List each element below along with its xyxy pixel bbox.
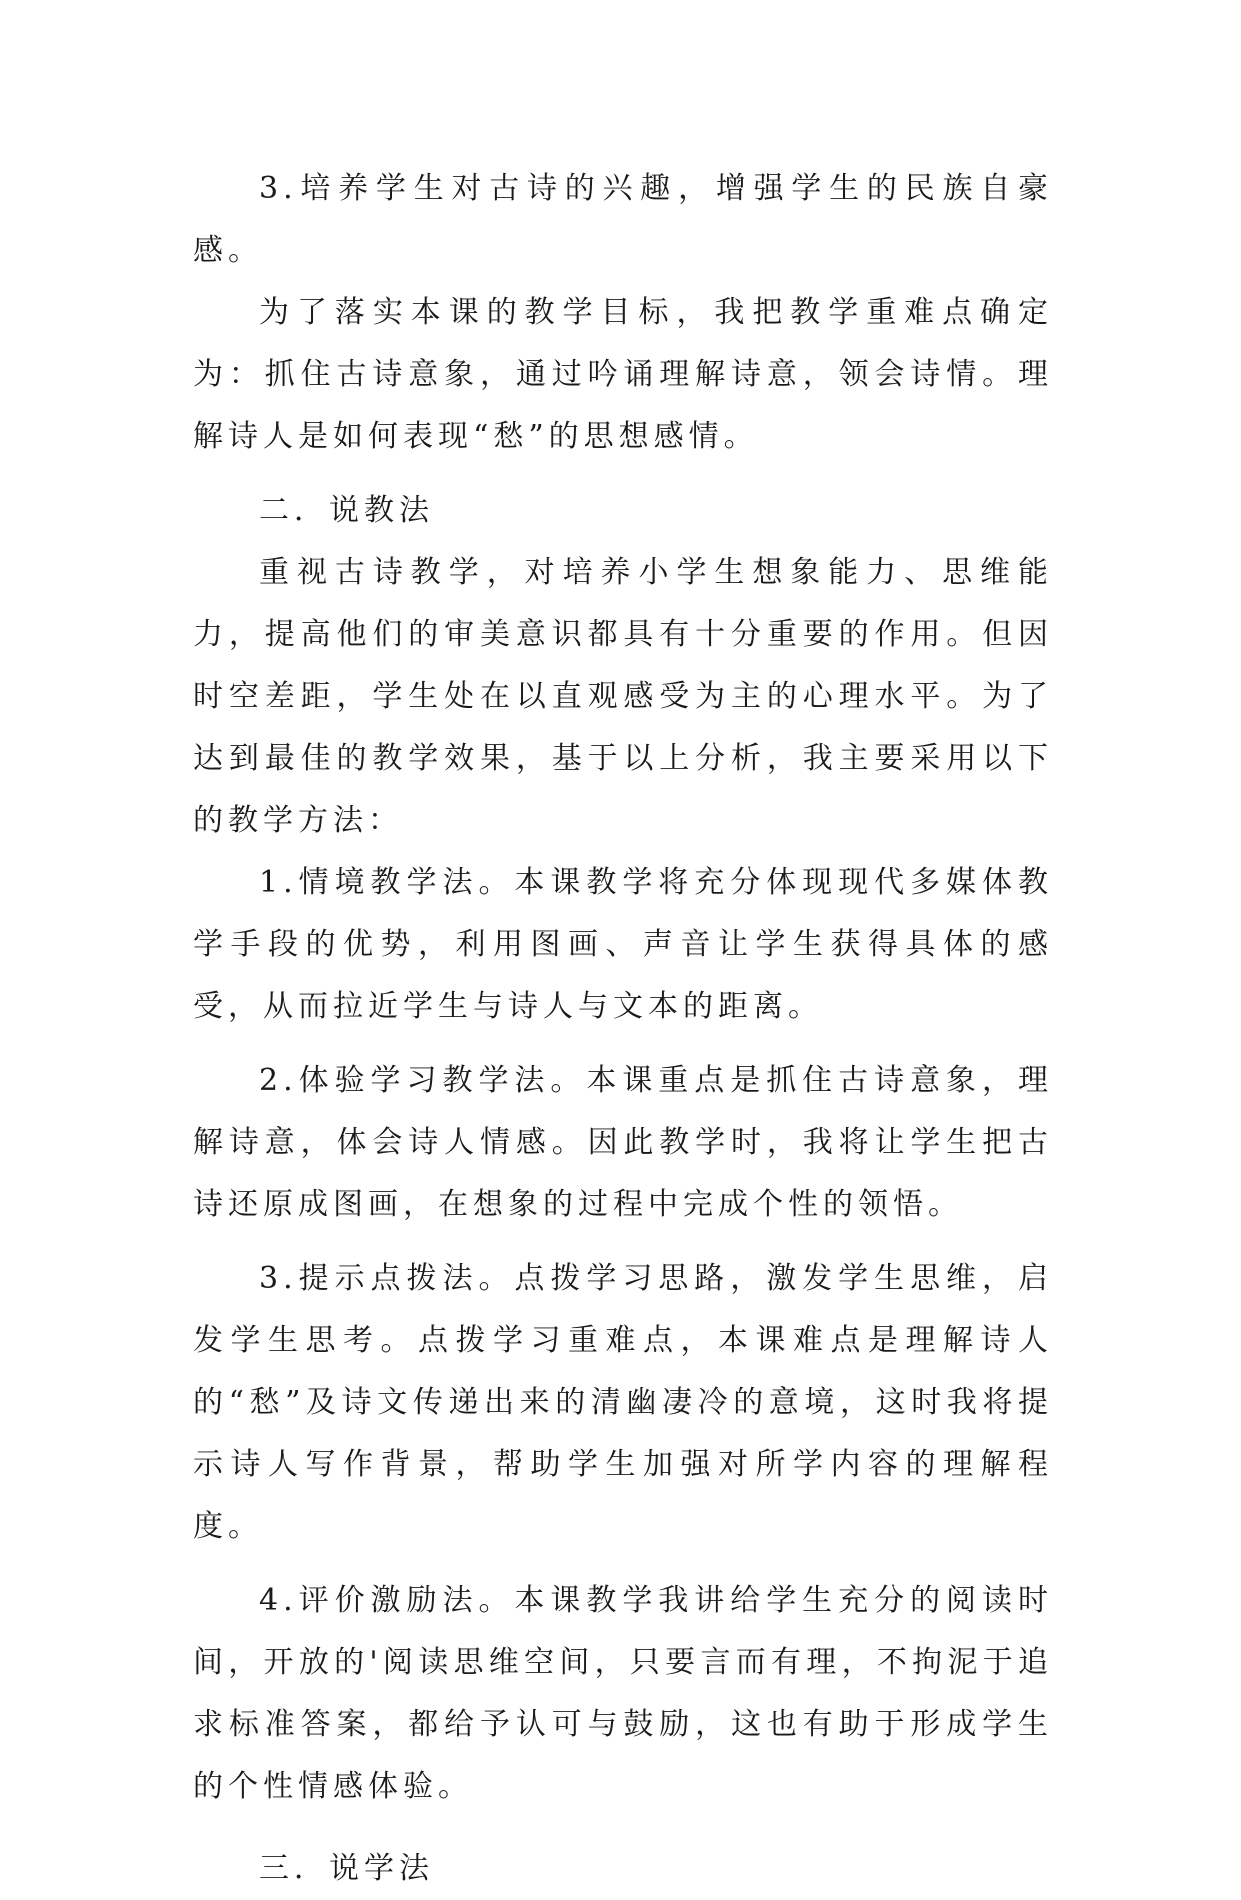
section-heading-learning-methods: 三．说学法 (259, 1851, 434, 1886)
section-heading-teaching-methods: 二．说教法 (259, 493, 434, 528)
paragraph-method-2: 2.体验学习教学法。本课重点是抓住古诗意象，理解诗意，体会诗人情感。因此教学时，我将让学生把古诗还原成图画，在想象的过程中完成个性的领悟。 (193, 1063, 1053, 1222)
paragraph-method-1: 1.情境教学法。本课教学将充分体现现代多媒体教学手段的优势，利用图画、声音让学生获得具体的感受，从而拉近学生与诗人与文本的距离。 (193, 865, 1053, 1024)
paragraph-objective-3: 3.培养学生对古诗的兴趣，增强学生的民族自豪感。 (193, 171, 1053, 268)
paragraph-methods-intro: 重视古诗教学，对培养小学生想象能力、思维能力，提高他们的审美意识都具有十分重要的作用。但因时空差距，学生处在以直观感受为主的心理水平。为了达到最佳的教学效果，基于以上分析，我主要采用以下的教学方法： (193, 555, 1053, 838)
paragraph-method-3: 3.提示点拨法。点拨学习思路，激发学生思维，启发学生思考。点拨学习重难点，本课难点是理解诗人的“愁”及诗文传递出来的清幽凄冷的意境，这时我将提示诗人写作背景，帮助学生加强对所学内容的理解程度。 (193, 1261, 1053, 1544)
paragraph-key-difficult-points: 为了落实本课的教学目标，我把教学重难点确定为：抓住古诗意象，通过吟诵理解诗意，领会诗情。理解诗人是如何表现“愁”的思想感情。 (193, 295, 1053, 454)
paragraph-method-4: 4.评价激励法。本课教学我讲给学生充分的阅读时间，开放的'阅读思维空间，只要言而有理，不拘泥于追求标准答案，都给予认可与鼓励，这也有助于形成学生的个性情感体验。 (193, 1583, 1053, 1804)
document-body (193, 158, 1053, 1900)
